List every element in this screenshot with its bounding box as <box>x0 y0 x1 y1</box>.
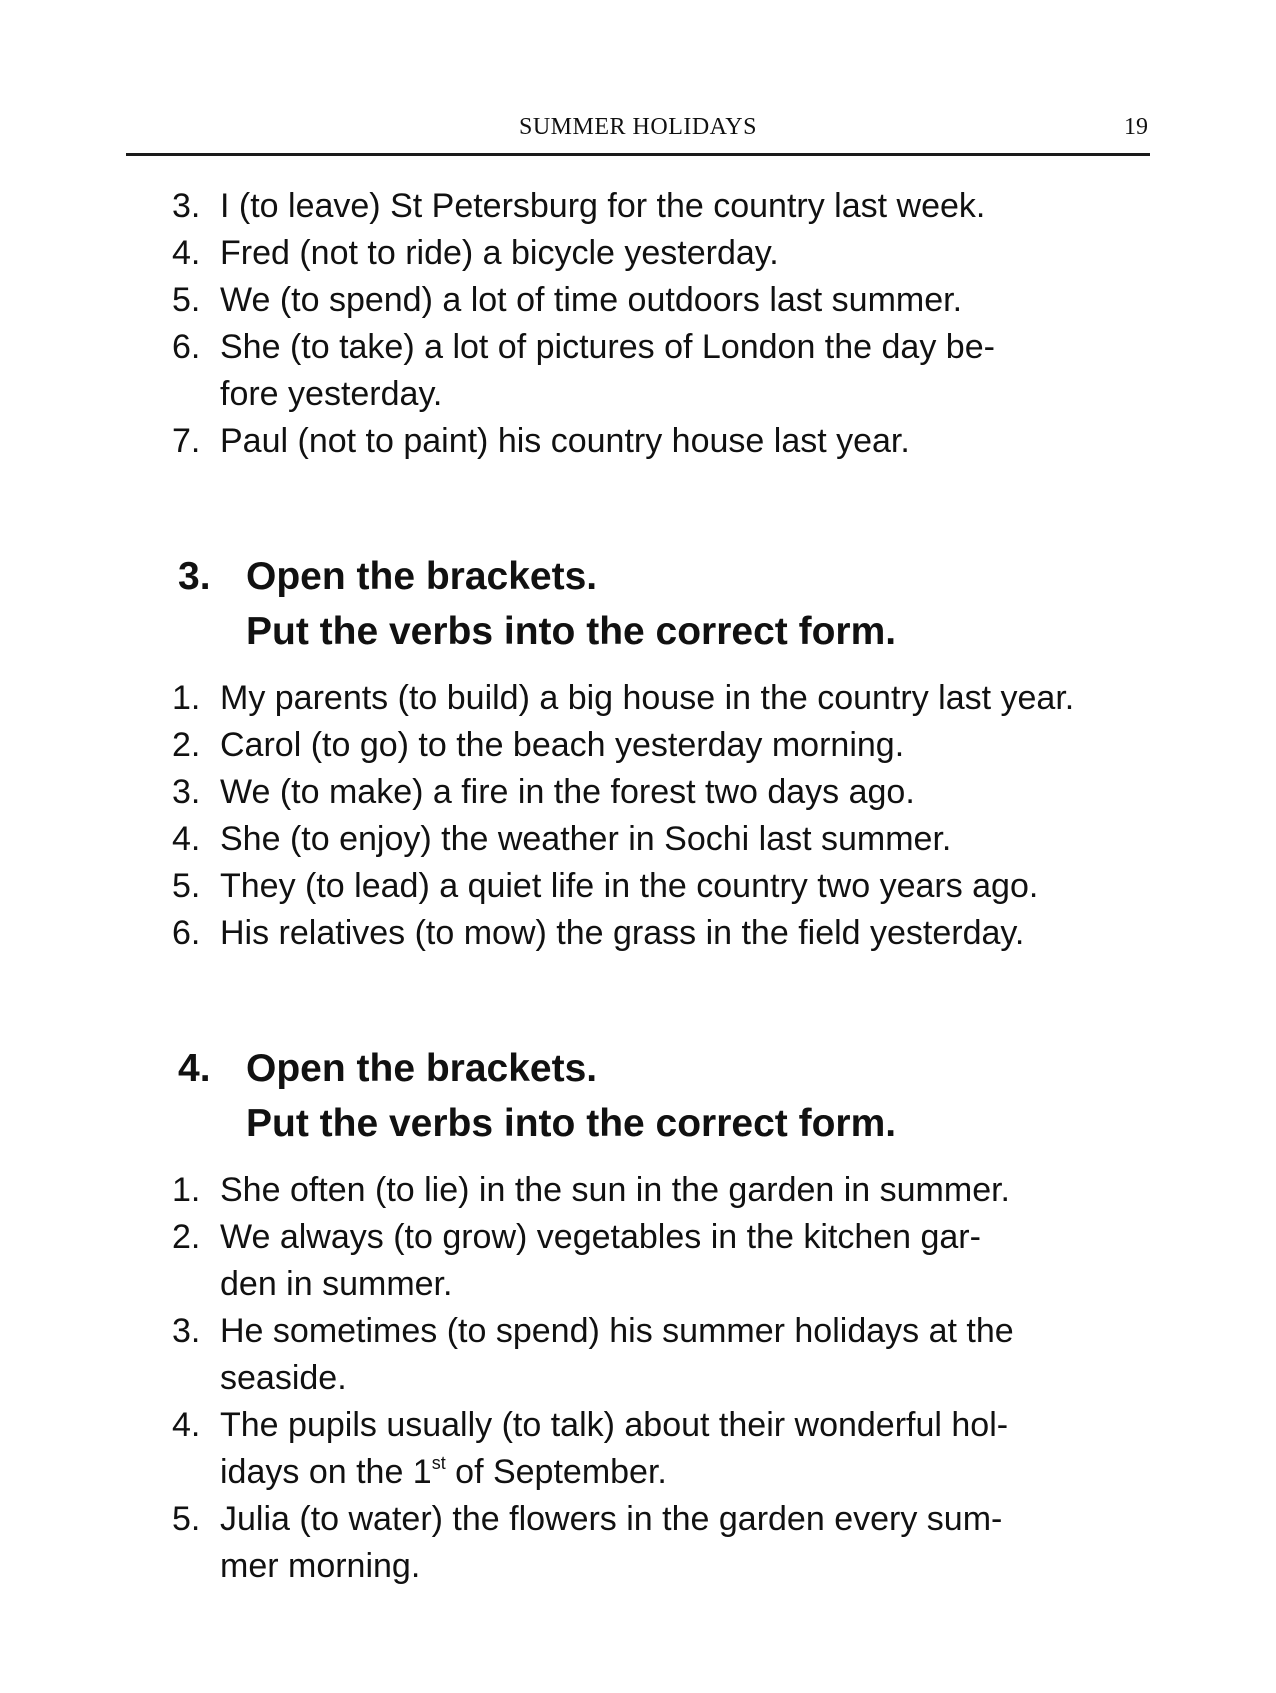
item-number: 2. <box>172 1218 201 1256</box>
item-text: She (to enjoy) the weather in Sochi last summer. <box>220 820 952 858</box>
exercise-number: 4. <box>178 1047 211 1090</box>
item-text: I (to leave) St Petersburg for the country last week. <box>220 187 986 225</box>
item-text: Carol (to go) to the beach yesterday morning. <box>220 726 905 764</box>
heading-line-2: Put the verbs into the correct form. <box>246 610 897 653</box>
list-item <box>168 816 1158 863</box>
list-item <box>168 1496 1158 1590</box>
exercise-4 <box>168 1041 1158 1590</box>
list-item <box>168 183 1158 230</box>
item-number: 3. <box>172 773 201 811</box>
exercise-3 <box>168 549 1158 957</box>
item-text: They (to lead) a quiet life in the country two years ago. <box>220 867 1039 905</box>
item-number: 3. <box>172 1312 201 1350</box>
item-number: 5. <box>172 867 201 905</box>
ordinal-suffix: st <box>431 1453 446 1473</box>
list-item <box>168 863 1158 910</box>
list-item <box>168 722 1158 769</box>
item-text: My parents (to build) a big house in the country last year. <box>220 679 1075 717</box>
exercise-number: 3. <box>178 555 211 598</box>
running-header <box>126 108 1150 156</box>
item-number: 7. <box>172 422 201 460</box>
list-item <box>168 1167 1158 1214</box>
item-text: Fred (not to ride) a bicycle yesterday. <box>220 234 779 272</box>
item-text: Paul (not to paint) his country house last year. <box>220 422 910 460</box>
page-content <box>168 183 1158 1590</box>
item-number: 5. <box>172 1500 201 1538</box>
item-number: 6. <box>172 914 201 952</box>
heading-line-1: Open the brackets. <box>246 555 598 598</box>
item-text: He sometimes (to spend) his summer holidays at the seaside. <box>220 1312 1014 1397</box>
list-item <box>168 769 1158 816</box>
item-number: 5. <box>172 281 201 319</box>
exercise-4-list <box>168 1167 1158 1590</box>
page-number: 19 <box>1124 114 1148 140</box>
item-number: 4. <box>172 820 201 858</box>
list-item <box>168 324 1158 418</box>
item-number: 1. <box>172 1171 201 1209</box>
list-item <box>168 1214 1158 1308</box>
item-number: 3. <box>172 187 201 225</box>
list-item <box>168 277 1158 324</box>
heading-line-2: Put the verbs into the correct form. <box>246 1102 897 1145</box>
list-item <box>168 1308 1158 1402</box>
item-text: His relatives (to mow) the grass in the field yesterday. <box>220 914 1025 952</box>
list-item <box>168 675 1158 722</box>
item-text: She (to take) a lot of pictures of London the day be- fore yesterday. <box>220 328 995 413</box>
item-number: 6. <box>172 328 201 366</box>
item-number: 2. <box>172 726 201 764</box>
running-head-title: SUMMER HOLIDAYS <box>519 114 757 140</box>
list-item <box>168 418 1158 465</box>
item-text: Julia (to water) the flowers in the garden every sum- mer morning. <box>220 1500 1003 1585</box>
item-number: 1. <box>172 679 201 717</box>
item-text: We (to make) a fire in the forest two days ago. <box>220 773 915 811</box>
list-item <box>168 230 1158 277</box>
heading-line-1: Open the brackets. <box>246 1047 598 1090</box>
exercise-3-list <box>168 675 1158 957</box>
list-item <box>168 1402 1158 1496</box>
item-text: We (to spend) a lot of time outdoors last summer. <box>220 281 963 319</box>
item-number: 4. <box>172 234 201 272</box>
item-number: 4. <box>172 1406 201 1444</box>
list-item <box>168 910 1158 957</box>
exercise-heading <box>168 549 1158 659</box>
item-text-end: of September. <box>445 1453 667 1491</box>
item-text: She often (to lie) in the sun in the garden in summer. <box>220 1171 1011 1209</box>
item-text-start: The pupils usually (to talk) about their wonderful hol- idays on the 1 <box>220 1406 1009 1491</box>
continued-exercise-list <box>168 183 1158 465</box>
exercise-heading <box>168 1041 1158 1151</box>
item-text: We always (to grow) vegetables in the kitchen gar- den in summer. <box>220 1218 981 1303</box>
